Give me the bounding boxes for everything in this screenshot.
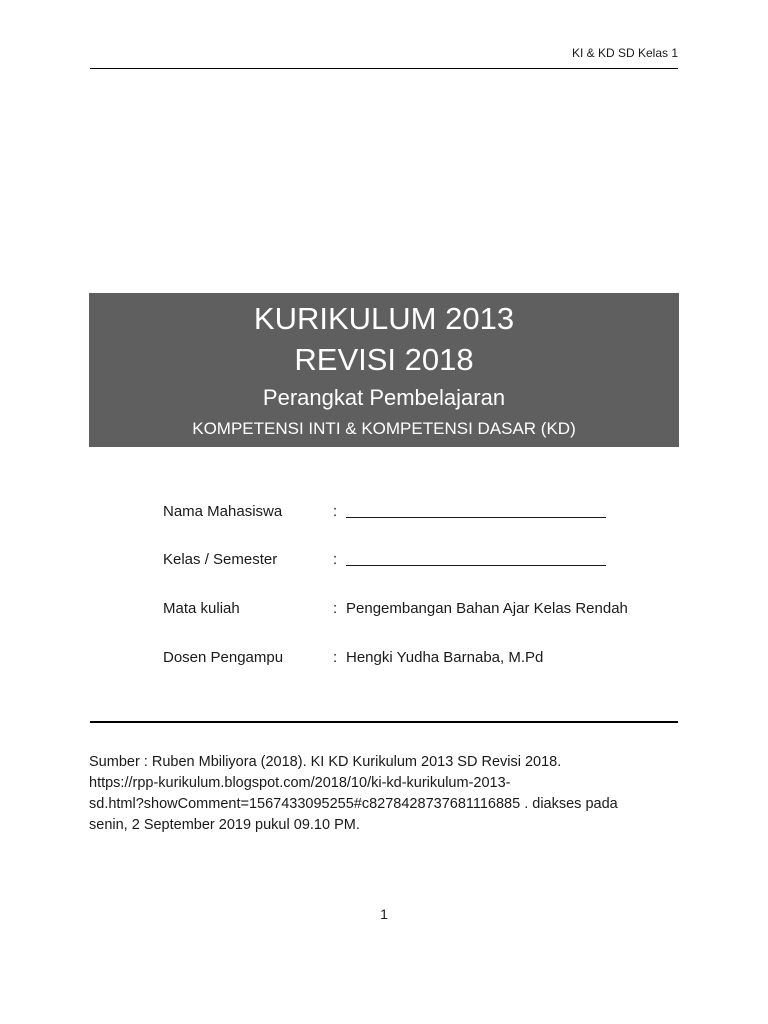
section-divider bbox=[90, 721, 678, 723]
form-row-nama bbox=[163, 501, 663, 523]
source-line: Sumber : Ruben Mbiliyora (2018). KI KD Kurikulum 2013 SD Revisi 2018. bbox=[89, 754, 562, 770]
subtitle-kompetensi: KOMPETENSI INTI & KOMPETENSI DASAR (KD) bbox=[192, 419, 576, 438]
title-kurikulum: KURIKULUM 2013 bbox=[253, 301, 515, 336]
running-header: KI & KD SD Kelas 1 bbox=[571, 46, 678, 60]
blank-fill-line bbox=[346, 565, 606, 566]
blank-fill-line bbox=[346, 517, 606, 518]
field-label-nama: Nama Mahasiswa bbox=[163, 503, 283, 520]
subtitle-perangkat: Perangkat Pembelajaran bbox=[262, 385, 506, 410]
title-revisi: REVISI 2018 bbox=[294, 342, 474, 377]
field-colon: : bbox=[333, 649, 338, 666]
form-row-mata-kuliah bbox=[163, 598, 663, 620]
field-label-kelas: Kelas / Semester bbox=[163, 551, 278, 568]
source-line: senin, 2 September 2019 pukul 09.10 PM. bbox=[89, 817, 360, 833]
source-citation bbox=[89, 752, 679, 836]
field-label-dosen: Dosen Pengampu bbox=[163, 649, 284, 666]
form-row-dosen bbox=[163, 647, 663, 669]
title-block bbox=[89, 293, 679, 447]
page-number: 1 bbox=[380, 906, 388, 922]
form-row-kelas bbox=[163, 549, 663, 571]
source-line: https://rpp-kurikulum.blogspot.com/2018/10/ki-kd-kurikulum-2013- bbox=[89, 775, 511, 791]
source-line: sd.html?showComment=1567433095255#c8278428737681116885 . diakses pada bbox=[89, 796, 618, 812]
field-value-mata-kuliah: Pengembangan Bahan Ajar Kelas Rendah bbox=[346, 600, 628, 617]
field-colon: : bbox=[333, 600, 338, 617]
field-colon: : bbox=[333, 503, 338, 520]
field-colon: : bbox=[333, 551, 338, 568]
field-label-mata-kuliah: Mata kuliah bbox=[163, 600, 240, 617]
field-value-dosen: Hengki Yudha Barnaba, M.Pd bbox=[346, 649, 544, 666]
header-divider bbox=[90, 68, 678, 69]
